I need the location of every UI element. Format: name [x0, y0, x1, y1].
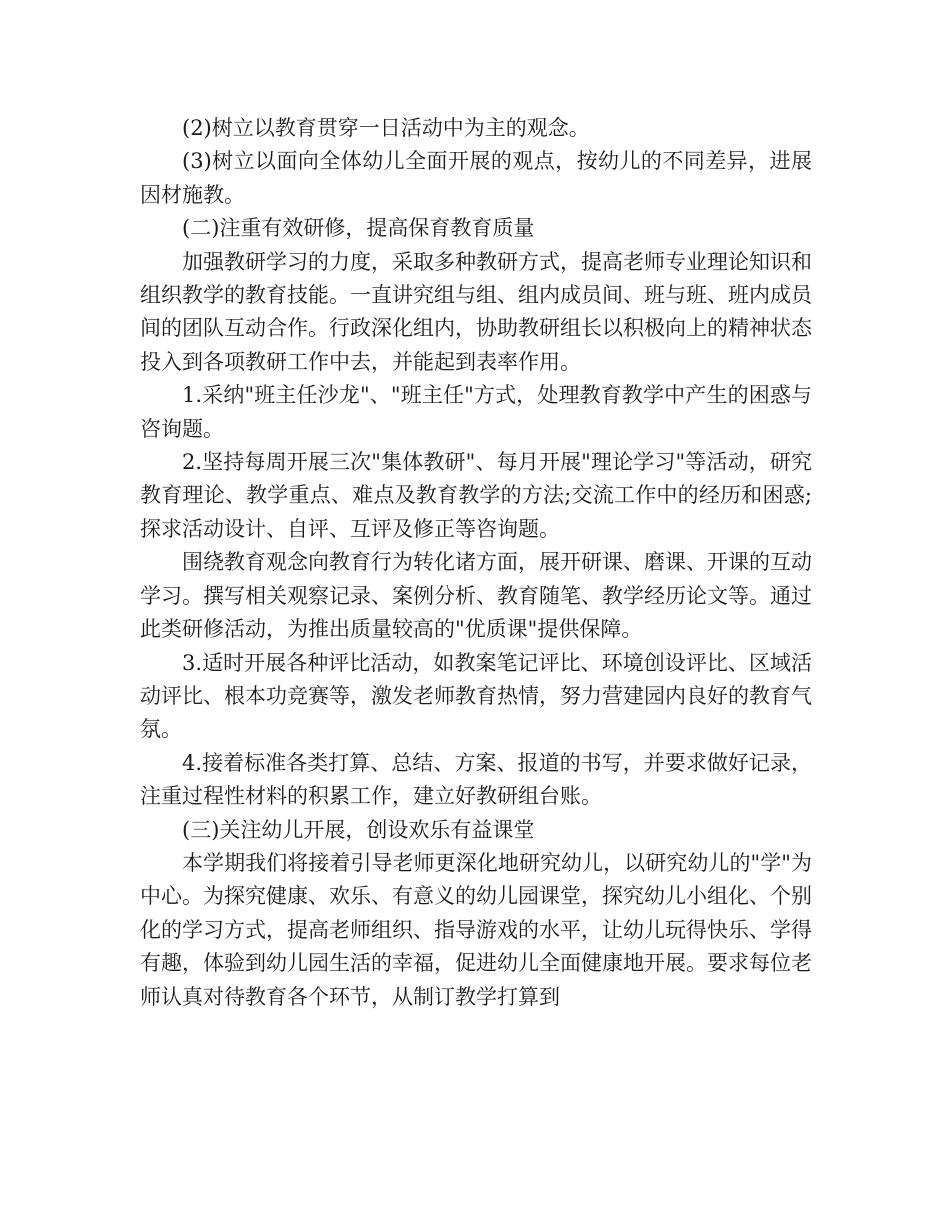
list-item: 2.坚持每周开展三次"集体教研"、每月开展"理论学习"等活动，研究教育理论、教学重点、难点及教育教学的方法;交流工作中的经历和困惑;探求活动设计、自评、互评及修正等咨询题。 [140, 450, 812, 541]
document-body [140, 112, 812, 1014]
list-item: 4.接着标准各类打算、总结、方案、报道的书写，并要求做好记录，注重过程性材料的积累工作，建立好教研组台账。 [140, 750, 812, 809]
section-heading: (二)注重有效研修，提高保育教育质量 [182, 216, 535, 241]
section-heading: (三)关注幼儿开展，创设欢乐有益课堂 [182, 817, 535, 842]
paragraph: 围绕教育观念向教育行为转化诸方面，展开研课、磨课、开课的互动学习。撰写相关观察记录、案例分析、教育随笔、教学经历论文等。通过此类研修活动，为推出质量较高的"优质课"提供保障。 [140, 550, 812, 642]
list-item: 1.采纳"班主任沙龙"、"班主任"方式，处理教育教学中产生的困惑与咨询题。 [140, 383, 812, 441]
paragraph: 加强教研学习的力度，采取多种教研方式，提高老师专业理论知识和组织教学的教育技能。一直讲究组与组、组内成员间、班与班、班内成员间的团队互动合作。行政深化组内，协助教研组长以积极向上的精神状态投入到各项教研工作中去，并能起到表率作用。 [140, 249, 812, 374]
paragraph: (3)树立以面向全体幼儿全面开展的观点，按幼儿的不同差异，进展因材施教。 [140, 149, 812, 207]
list-item: 3.适时开展各种评比活动，如教案笔记评比、环境创设评比、区域活动评比、根本功竞赛等，激发老师教育热情，努力营建园内良好的教育气氛。 [140, 650, 812, 742]
paragraph: (2)树立以教育贯穿一日活动中为主的观念。 [182, 116, 590, 140]
paragraph: 本学期我们将接着引导老师更深化地研究幼儿，以研究幼儿的"学"为中心。为探究健康、欢乐、有意义的幼儿园课堂，探究幼儿小组化、个别化的学习方式，提高老师组织、指导游戏的水平，让幼儿玩得快乐、学得有趣，体验到幼儿园生活的幸福，促进幼儿全面健康地开展。要求每位老师认真对待教育各个环节，从制订教学打算到 [140, 850, 812, 1009]
